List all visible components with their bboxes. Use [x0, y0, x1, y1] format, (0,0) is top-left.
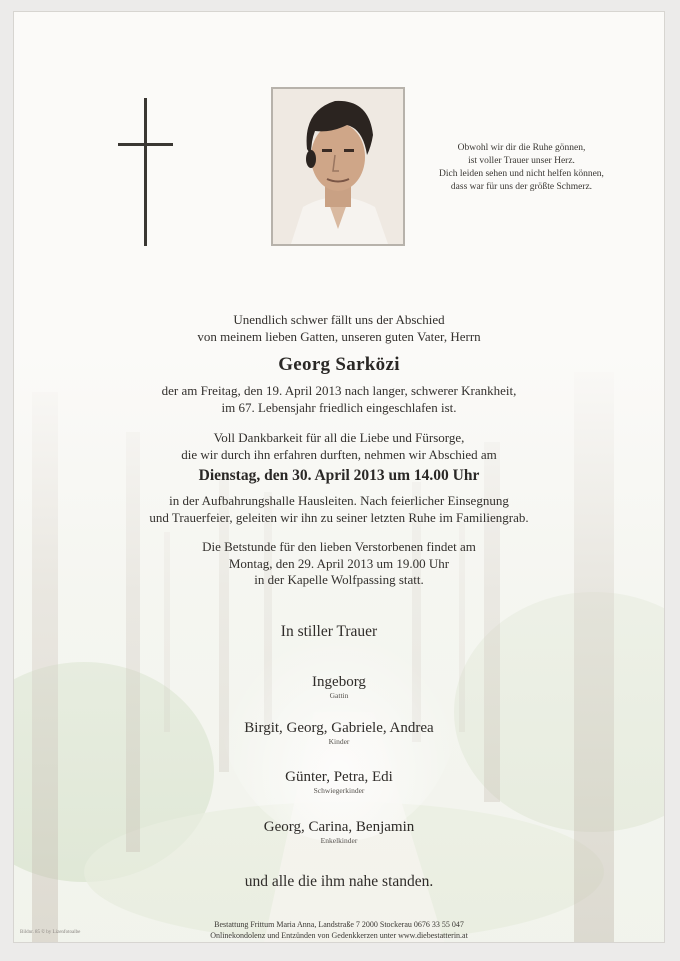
- prayer-line: Die Betstunde für den lieben Verstorbenen findet am: [202, 539, 476, 554]
- funeral-details-line: und Trauerfeier, geleiten wir ihn zu seiner letzten Ruhe im Familiengrab.: [149, 509, 529, 525]
- funeral-details: [14, 493, 664, 526]
- mourner-role: Enkelkinder: [320, 836, 358, 845]
- mourner-names: Georg, Carina, Benjamin: [263, 819, 415, 835]
- prayer-hour-text: [14, 539, 664, 589]
- poem-line: Obwohl wir dir die Ruhe gönnen,: [457, 143, 586, 153]
- mourning-title: In stiller Trauer: [280, 623, 378, 640]
- intro-line: Unendlich schwer fällt uns der Abschied: [233, 312, 445, 327]
- obituary-sheet: [14, 12, 664, 942]
- farewell-text: [14, 430, 664, 463]
- mourner-group: [14, 768, 664, 795]
- mourner-group: [14, 673, 664, 700]
- funeral-home-footer: [14, 920, 664, 941]
- mourner-names: Ingeborg: [312, 674, 366, 690]
- prayer-line: Montag, den 29. April 2013 um 19.00 Uhr: [228, 555, 450, 571]
- image-credit: Bildnr. 85 © by Lizenfotoalbe: [20, 930, 81, 935]
- funeral-details-line: in der Aufbahrungshalle Hausleiten. Nach feierlicher Einsegnung: [169, 493, 509, 508]
- poem-line: Dich leiden sehen und nicht helfen können,: [439, 169, 604, 179]
- memorial-poem: [414, 142, 629, 194]
- closing-line: und alle die ihm nahe standen.: [244, 873, 434, 890]
- footer-website: Onlinekondolenz und Entzünden von Gedenkkerzen unter www.diebestatterin.at: [210, 930, 468, 940]
- mourner-group: [14, 818, 664, 845]
- footer-address: Bestattung Frittum Maria Anna, Landstraße 7 2000 Stockerau 0676 33 55 047: [214, 920, 464, 929]
- mourner-role: Kinder: [328, 737, 350, 746]
- mourner-role: Schwiegerkinder: [313, 786, 365, 795]
- intro-line: von meinem lieben Gatten, unseren guten Vater, Herrn: [197, 328, 481, 344]
- death-notice-line: im 67. Lebensjahr friedlich eingeschlafen ist.: [221, 399, 457, 415]
- mourner-group: [14, 719, 664, 746]
- poem-line: dass war für uns der größte Schmerz.: [450, 182, 593, 192]
- mourner-names: Birgit, Georg, Gabriele, Andrea: [244, 720, 434, 736]
- mourner-role: Gattin: [329, 691, 349, 700]
- farewell-line: die wir durch ihn erfahren durften, nehmen wir Abschied am: [181, 446, 497, 462]
- funeral-date: Dienstag, den 30. April 2013 um 14.00 Uhr: [198, 467, 480, 484]
- mourner-names: Günter, Petra, Edi: [285, 769, 393, 785]
- prayer-line: in der Kapelle Wolfpassing statt.: [254, 572, 424, 587]
- intro-text: [14, 312, 664, 345]
- cross-horizontal-bar: [118, 143, 173, 146]
- cross-vertical-bar: [144, 98, 147, 246]
- farewell-line: Voll Dankbarkeit für all die Liebe und Fürsorge,: [213, 430, 465, 445]
- deceased-name: Georg Sarközi: [278, 354, 400, 375]
- death-notice-line: der am Freitag, den 19. April 2013 nach langer, schwerer Krankheit,: [161, 383, 517, 398]
- poem-line: ist voller Trauer unser Herz.: [468, 156, 575, 166]
- portrait-photo: [271, 87, 405, 246]
- death-notice: [14, 383, 664, 416]
